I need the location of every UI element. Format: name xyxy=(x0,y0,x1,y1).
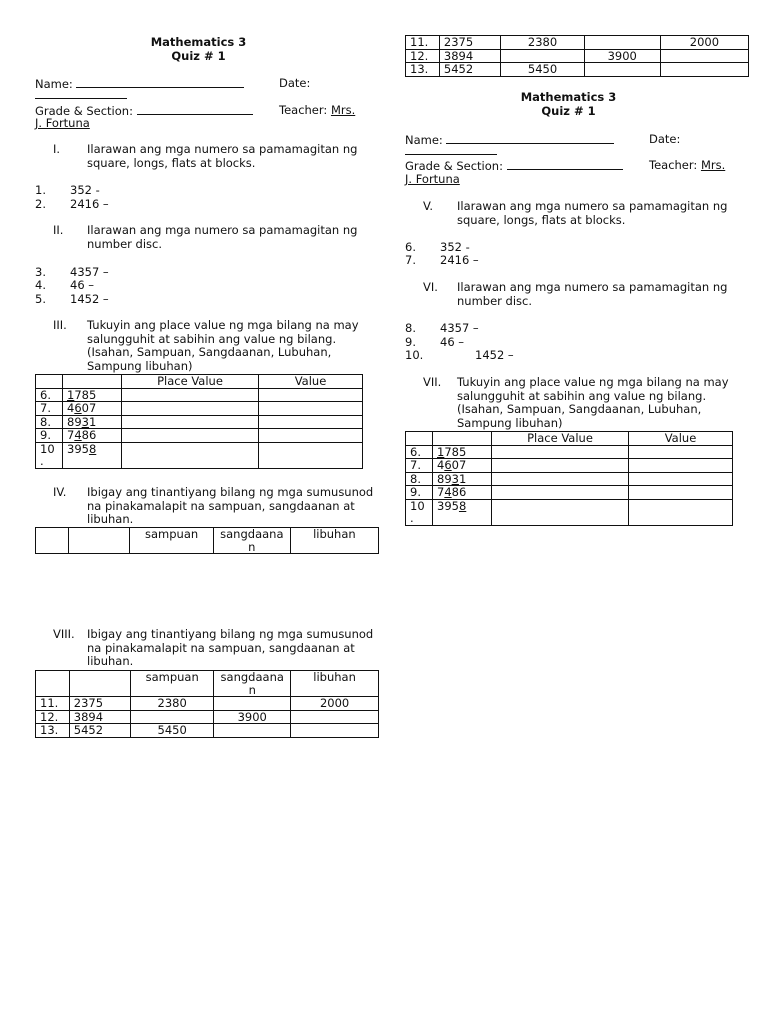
number-cell: 8931 xyxy=(63,415,122,429)
grade-field[interactable] xyxy=(137,103,253,115)
header-cell: libuhan xyxy=(290,528,378,554)
quiz-title: Mathematics 3 xyxy=(150,35,247,49)
answer-cell[interactable] xyxy=(259,388,363,402)
quiz-subtitle: Quiz # 1 xyxy=(541,104,596,118)
rounding-table xyxy=(35,670,379,738)
date-label: Date: xyxy=(649,132,681,146)
rounding-table-empty xyxy=(35,527,379,554)
row-number: 8. xyxy=(406,472,433,486)
header-cell xyxy=(36,375,63,389)
section-5 xyxy=(405,200,732,227)
header-cell xyxy=(36,528,69,554)
number-cell: 4607 xyxy=(63,402,122,416)
number-cell: 7486 xyxy=(433,486,492,500)
header-cell xyxy=(63,375,122,389)
number-cell: 1785 xyxy=(433,445,492,459)
row-number: 12. xyxy=(36,710,70,724)
grade-line xyxy=(405,158,623,173)
table-header-row xyxy=(36,671,379,697)
answer-cell[interactable] xyxy=(122,442,259,468)
date-field[interactable] xyxy=(405,143,497,155)
header-cell xyxy=(36,671,70,697)
table-row xyxy=(36,442,363,468)
rounded-cell[interactable] xyxy=(131,710,214,724)
underlined-digit: 4 xyxy=(74,428,82,442)
answer-cell[interactable] xyxy=(122,388,259,402)
row-number: 13. xyxy=(36,724,70,738)
underlined-digit: 6 xyxy=(444,458,452,472)
grade-field[interactable] xyxy=(507,158,623,170)
underlined-digit: 8 xyxy=(458,498,467,513)
table-row xyxy=(36,429,363,443)
number-cell: 5452 xyxy=(439,63,501,77)
table-row xyxy=(406,459,733,473)
rounded-cell[interactable] xyxy=(214,697,291,711)
teacher-label: Teacher: xyxy=(649,158,698,172)
header-cell: Value xyxy=(259,375,363,389)
place-value-table xyxy=(405,431,733,526)
underlined-digit: 1 xyxy=(437,444,445,459)
answer-cell[interactable] xyxy=(629,459,733,473)
number-cell: 3894 xyxy=(439,49,501,63)
quiz-title: Mathematics 3 xyxy=(520,90,617,104)
row-number: 11. xyxy=(406,36,440,50)
row-number: 12. xyxy=(406,49,440,63)
table-row xyxy=(406,49,749,63)
answer-cell[interactable] xyxy=(629,445,733,459)
section-instruction: Ibigay ang tinantiyang bilang ng mga sumusunod na pinakamalapit na sampuan, sangdaanan at libuhan. xyxy=(87,627,374,668)
answer-cell[interactable] xyxy=(122,415,259,429)
number-cell: 2375 xyxy=(439,36,501,50)
header-cell: sampuan xyxy=(131,671,214,697)
section-3 xyxy=(35,319,362,373)
date-label: Date: xyxy=(279,76,311,90)
table-row xyxy=(406,36,749,50)
row-number: 7. xyxy=(406,459,433,473)
section-number: I. xyxy=(53,142,61,156)
row-number: 9. xyxy=(406,486,433,500)
rounded-cell[interactable] xyxy=(291,710,379,724)
answer-cell[interactable] xyxy=(492,486,629,500)
answer-cell[interactable] xyxy=(259,429,363,443)
section-number: IV. xyxy=(53,485,67,499)
table-header-row xyxy=(406,432,733,446)
table-row xyxy=(406,486,733,500)
header-cell xyxy=(69,671,130,697)
table-row xyxy=(36,415,363,429)
header-cell: sampuan xyxy=(130,528,214,554)
answer-cell[interactable] xyxy=(122,402,259,416)
item-6: 6. 352 - xyxy=(405,240,470,254)
row-number: 10 . xyxy=(406,499,433,525)
rounded-cell[interactable] xyxy=(501,49,584,63)
table-row xyxy=(36,697,379,711)
section-instruction: Ilarawan ang mga numero sa pamamagitan ng square, longs, flats at blocks. xyxy=(457,199,728,227)
number-cell: 3958 xyxy=(63,442,122,468)
header-cell: sangdaana n xyxy=(214,671,291,697)
section-2 xyxy=(35,224,362,251)
answer-cell[interactable] xyxy=(629,486,733,500)
row-number: 11. xyxy=(36,697,70,711)
rounded-cell[interactable]: 2380 xyxy=(131,697,214,711)
rounded-cell[interactable]: 2000 xyxy=(660,36,748,50)
table-row xyxy=(36,724,379,738)
section-number: VIII. xyxy=(53,627,75,641)
grade-label: Grade & Section: xyxy=(405,159,503,173)
table-row xyxy=(36,388,363,402)
underlined-digit: 6 xyxy=(74,401,82,415)
number-cell: 3894 xyxy=(69,710,130,724)
date-field[interactable] xyxy=(35,87,127,99)
number-cell: 1785 xyxy=(63,388,122,402)
teacher-name-2: J. Fortuna xyxy=(405,172,460,186)
teacher-name-2: J. Fortuna xyxy=(35,116,90,130)
row-number: 6. xyxy=(36,388,63,402)
item-7: 7. 2416 – xyxy=(405,253,479,267)
answer-cell[interactable] xyxy=(492,445,629,459)
header-cell xyxy=(69,528,130,554)
header-cell: Place Value xyxy=(122,375,259,389)
name-label: Name: xyxy=(405,133,443,147)
section-instruction: Tukuyin ang place value ng mga bilang na may salungguhit at sabihin ang value ng bilang. (Isahan, Sampuan, Sangdaanan, Lubuhan, Sampung libuhan) xyxy=(457,375,729,430)
answer-cell[interactable] xyxy=(122,429,259,443)
section-number: V. xyxy=(423,199,434,213)
header-cell: sangdaana n xyxy=(213,528,290,554)
item-2: 2. 2416 – xyxy=(35,197,109,211)
section-number: VI. xyxy=(423,280,438,294)
section-number: III. xyxy=(53,318,67,332)
row-number: 7. xyxy=(36,402,63,416)
underlined-digit: 3 xyxy=(451,471,459,486)
table-header-row xyxy=(36,375,363,389)
number-cell: 2375 xyxy=(69,697,130,711)
rounded-cell[interactable]: 2000 xyxy=(291,697,379,711)
rounded-cell[interactable]: 3900 xyxy=(214,710,291,724)
rounded-cell[interactable]: 5450 xyxy=(131,724,214,738)
section-number: II. xyxy=(53,223,64,237)
row-number: 13. xyxy=(406,63,440,77)
teacher-name-1: Mrs. xyxy=(700,158,726,172)
answer-cell[interactable] xyxy=(259,402,363,416)
teacher-name-1: Mrs. xyxy=(330,103,356,117)
number-cell: 8931 xyxy=(433,472,492,486)
row-number: 8. xyxy=(36,415,63,429)
section-6 xyxy=(405,281,732,308)
rounded-cell[interactable]: 3900 xyxy=(584,49,660,63)
number-cell: 3958 xyxy=(433,499,492,525)
answer-cell[interactable] xyxy=(629,472,733,486)
section-instruction: Ilarawan ang mga numero sa pamamagitan ng number disc. xyxy=(457,280,728,308)
answer-cell[interactable] xyxy=(492,472,629,486)
row-number: 6. xyxy=(406,445,433,459)
rounded-cell[interactable] xyxy=(584,63,660,77)
rounding-table-top xyxy=(405,35,749,77)
rounded-cell[interactable]: 2380 xyxy=(501,36,584,50)
header-cell: libuhan xyxy=(291,671,379,697)
item-4: 4. 46 – xyxy=(35,278,95,292)
number-cell: 5452 xyxy=(69,724,130,738)
table-row xyxy=(406,472,733,486)
teacher-label: Teacher: xyxy=(279,103,328,117)
header-cell xyxy=(406,432,433,446)
item-8: 8. 4357 – xyxy=(405,321,479,335)
item-9: 9. 46 – xyxy=(405,335,465,349)
place-value-table xyxy=(35,374,363,469)
number-cell: 7486 xyxy=(63,429,122,443)
answer-cell[interactable] xyxy=(492,459,629,473)
section-7 xyxy=(405,376,732,430)
teacher-line xyxy=(649,158,725,172)
rounded-cell[interactable] xyxy=(291,724,379,738)
header-cell: Value xyxy=(629,432,733,446)
table-row xyxy=(36,402,363,416)
underlined-digit: 4 xyxy=(444,485,452,499)
item-10: 10. 1452 – xyxy=(405,348,514,362)
answer-cell[interactable] xyxy=(259,442,363,468)
name-label: Name: xyxy=(35,77,73,91)
answer-cell[interactable] xyxy=(259,415,363,429)
section-instruction: Ilarawan ang mga numero sa pamamagitan ng square, longs, flats at blocks. xyxy=(87,142,358,170)
section-8 xyxy=(35,628,375,669)
row-number: 10 . xyxy=(36,442,63,468)
underlined-digit: 1 xyxy=(67,387,75,402)
rounded-cell[interactable] xyxy=(214,724,291,738)
item-3: 3. 4357 – xyxy=(35,265,109,279)
table-row xyxy=(406,445,733,459)
item-1: 1. 352 - xyxy=(35,183,100,197)
grade-label: Grade & Section: xyxy=(35,104,133,118)
quiz-subtitle: Quiz # 1 xyxy=(171,49,226,63)
underlined-digit: 3 xyxy=(81,414,89,429)
item-5: 5. 1452 – xyxy=(35,292,109,306)
table-header-row xyxy=(36,528,379,554)
section-instruction: Tukuyin ang place value ng mga bilang na may salungguhit at sabihin ang value ng bilang. (Isahan, Sampuan, Sangdaanan, Lubuhan, Sampung libuhan) xyxy=(87,318,359,373)
table-row xyxy=(406,63,749,77)
number-cell: 4607 xyxy=(433,459,492,473)
answer-cell[interactable] xyxy=(492,499,629,525)
rounded-cell[interactable] xyxy=(660,63,748,77)
underlined-digit: 8 xyxy=(88,441,97,456)
section-instruction: Ilarawan ang mga numero sa pamamagitan ng number disc. xyxy=(87,223,358,251)
row-number: 9. xyxy=(36,429,63,443)
section-number: VII. xyxy=(423,375,442,389)
table-row xyxy=(406,499,733,525)
rounded-cell[interactable] xyxy=(584,36,660,50)
rounded-cell[interactable] xyxy=(660,49,748,63)
header-cell xyxy=(433,432,492,446)
teacher-line xyxy=(279,103,355,117)
table-row xyxy=(36,710,379,724)
section-4 xyxy=(35,486,375,527)
header-cell: Place Value xyxy=(492,432,629,446)
answer-cell[interactable] xyxy=(629,499,733,525)
section-instruction: Ibigay ang tinantiyang bilang ng mga sumusunod na pinakamalapit na sampuan, sangdaanan at libuhan. xyxy=(87,485,374,526)
rounded-cell[interactable]: 5450 xyxy=(501,63,584,77)
section-1 xyxy=(35,143,362,170)
